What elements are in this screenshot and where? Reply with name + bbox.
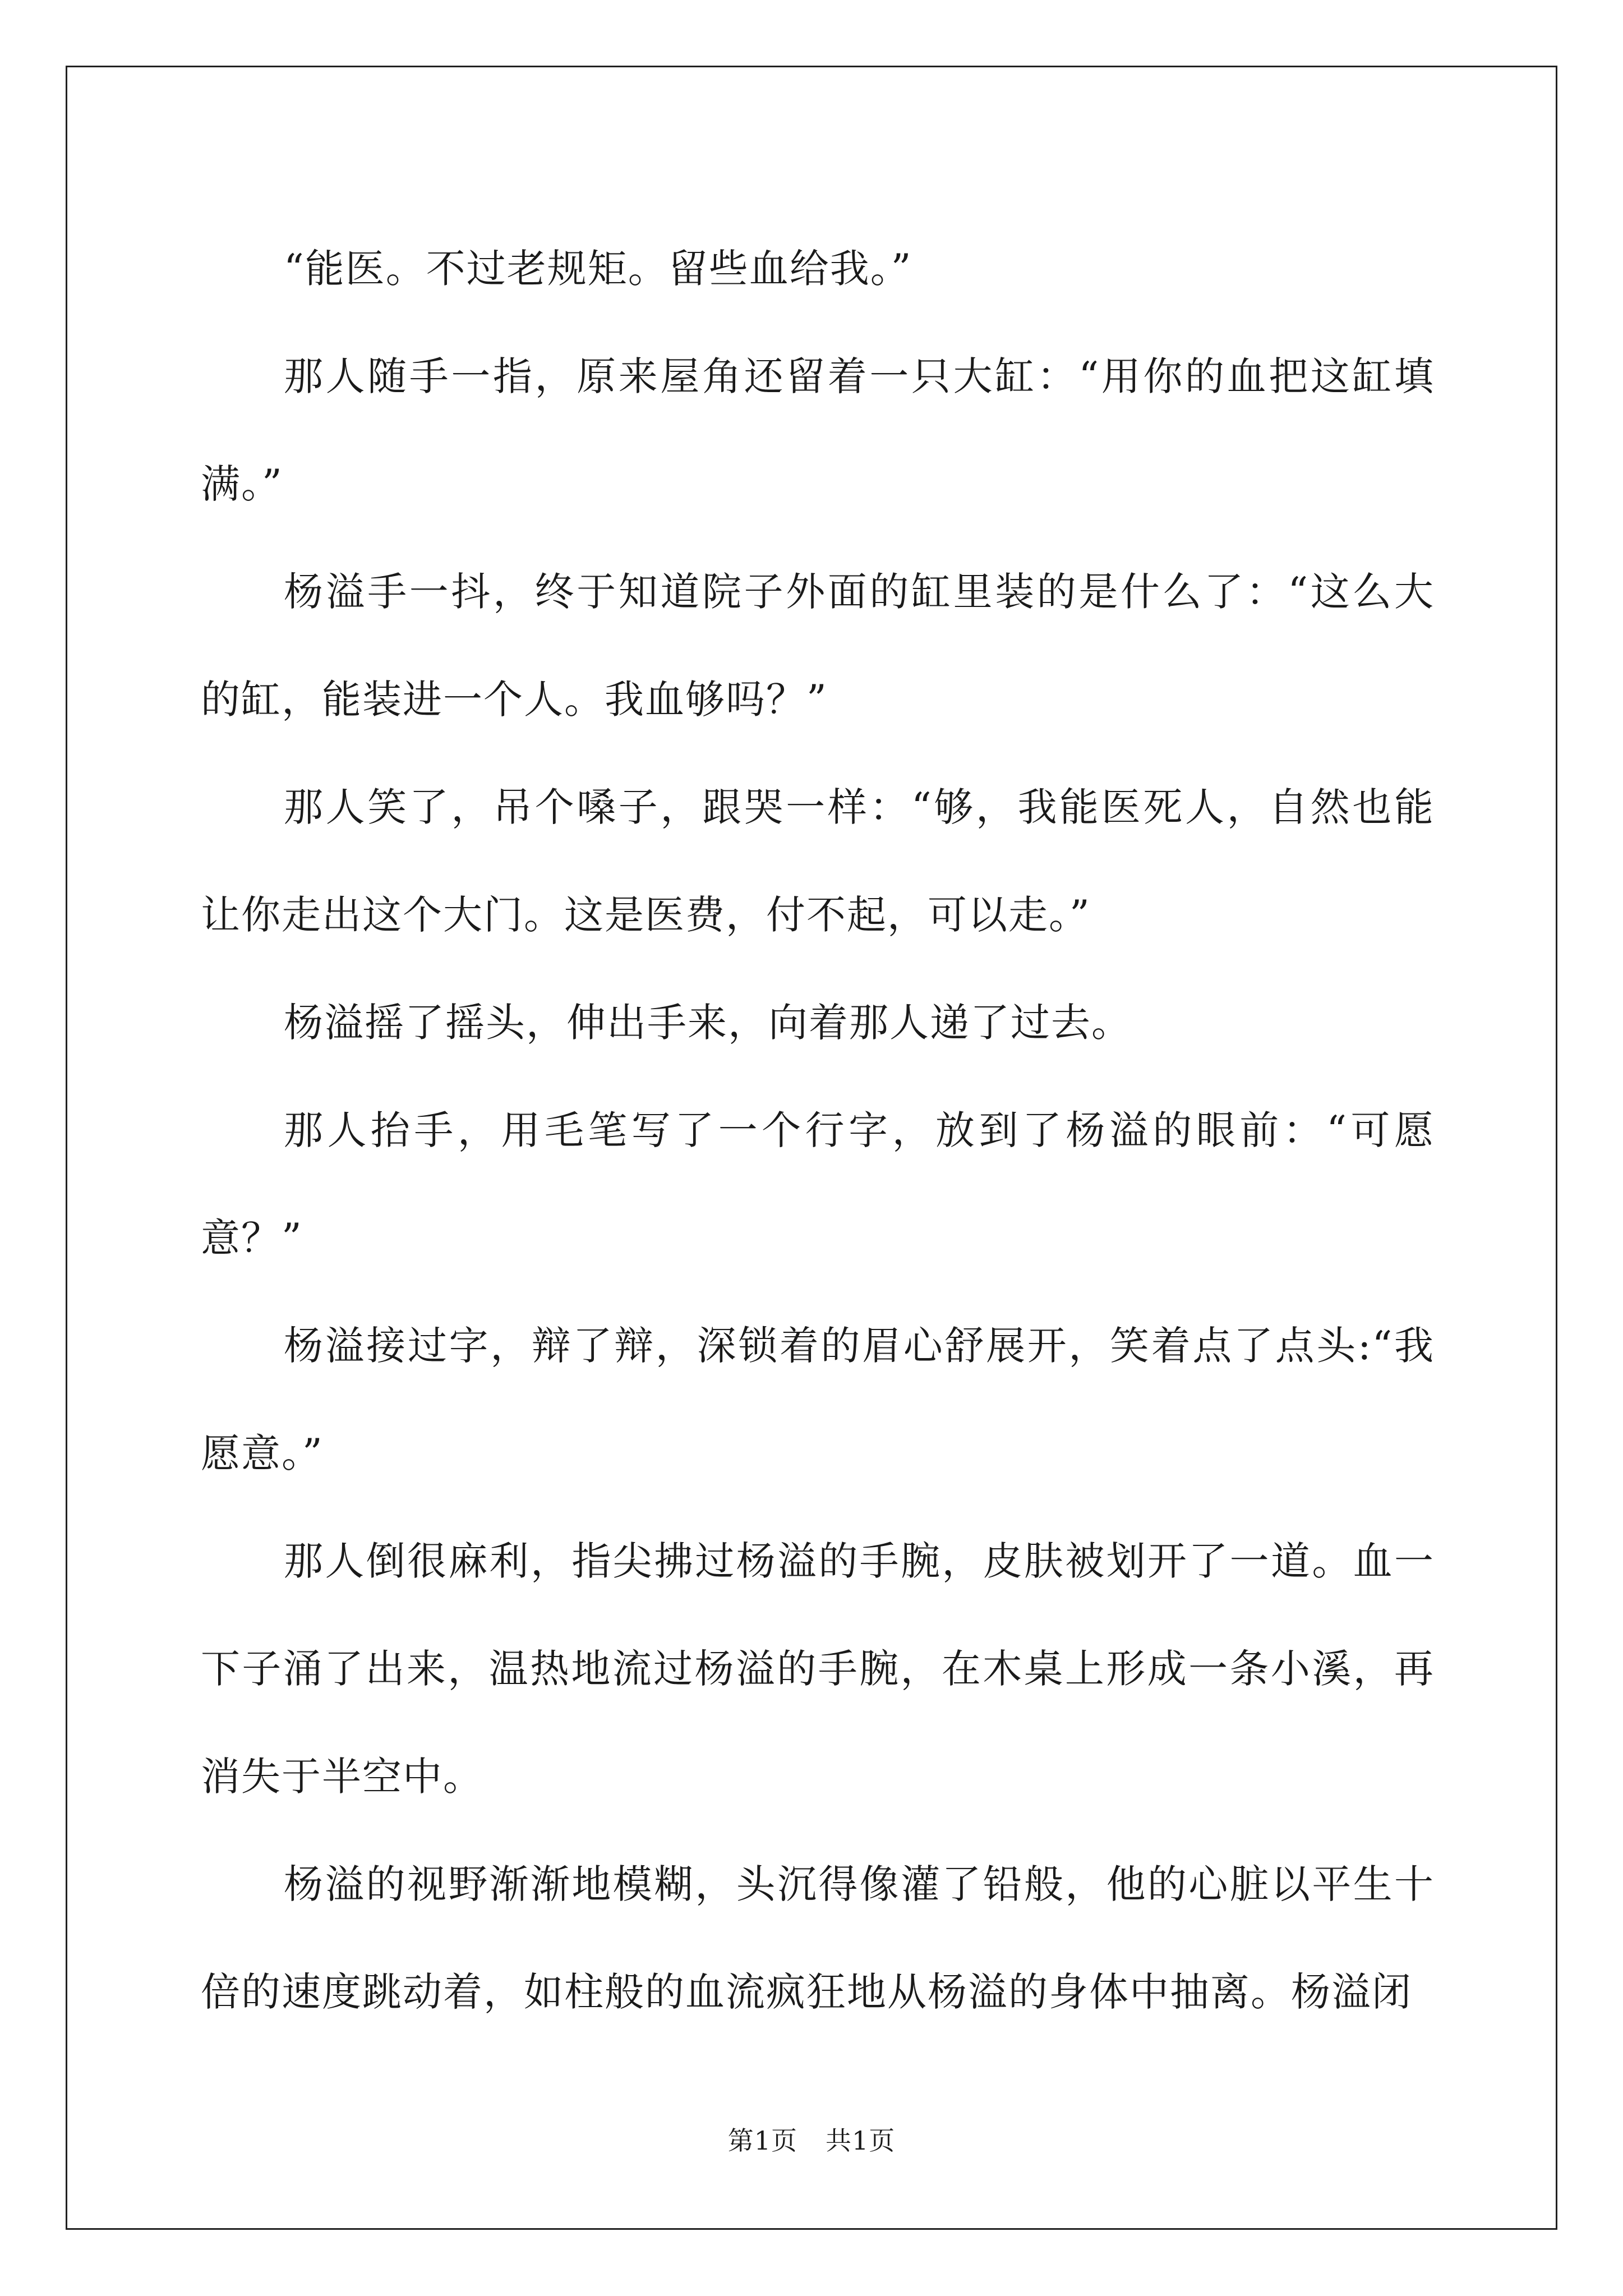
- page-total: 共1页: [826, 2125, 896, 2156]
- paragraph: 那人笑了，吊个嗓子，跟哭一样：“够，我能医死人，自然也能让你走出这个大门。这是医费，付不起，可以走。”: [201, 784, 1435, 938]
- paragraph: 杨溢摇了摇头，伸出手来，向着那人递了过去。: [284, 1000, 1132, 1046]
- paragraph: 杨溢手一抖，终于知道院子外面的缸里装的是什么了：“这么大的缸，能装进一个人。我血够吗？”: [201, 569, 1435, 723]
- page-footer: [0, 2120, 1623, 2157]
- paragraph: 那人倒很麻利，指尖拂过杨溢的手腕，皮肤被划开了一道。血一下子涌了出来，温热地流过杨溢的手腕，在木桌上形成一条小溪，再消失于半空中。: [201, 1538, 1435, 1800]
- document-body: [201, 215, 1435, 2046]
- page-number: 第1页: [727, 2125, 797, 2156]
- paragraph: 那人抬手，用毛笔写了一个行字，放到了杨溢的眼前：“可愿意？”: [201, 1107, 1435, 1261]
- paragraph: 那人随手一指，原来屋角还留着一只大缸：“用你的血把这缸填满。”: [201, 353, 1435, 507]
- paragraph: 杨溢的视野渐渐地模糊，头沉得像灌了铅般，他的心脏以平生十倍的速度跳动着，如柱般的血流疯狂地从杨溢的身体中抽离。杨溢闭: [201, 1861, 1435, 2015]
- paragraph: 杨溢接过字，辩了辩，深锁着的眉心舒展开，笑着点了点头:“我愿意。”: [201, 1323, 1435, 1476]
- paragraph: “能医。不过老规矩。留些血给我。”: [284, 246, 912, 292]
